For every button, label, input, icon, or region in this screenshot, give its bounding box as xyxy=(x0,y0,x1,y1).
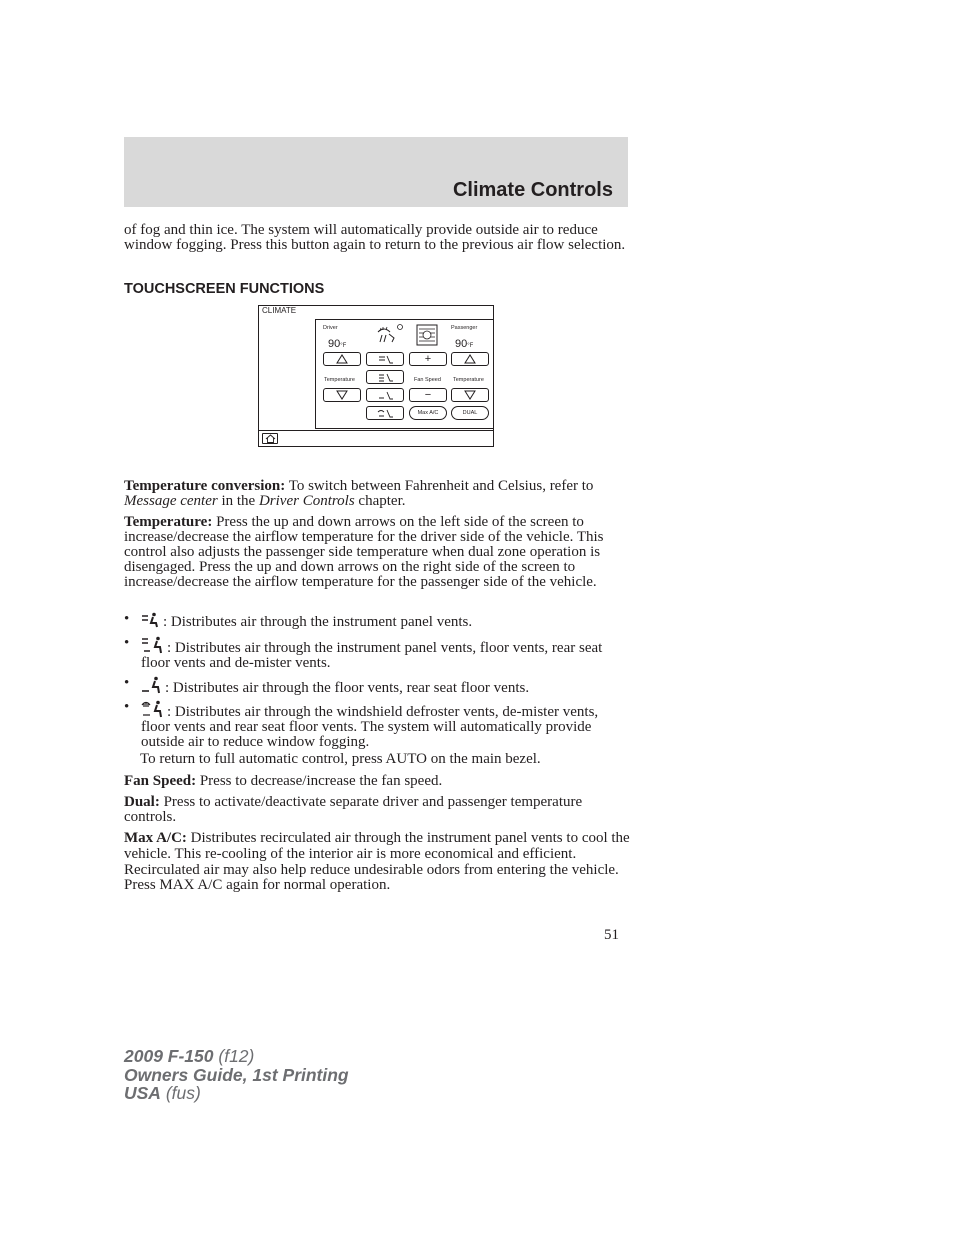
bullet-dot: • xyxy=(124,635,130,651)
temp-conversion-text: To switch between Fahrenheit and Celsius, refer to xyxy=(285,478,594,494)
home-icon xyxy=(265,434,276,443)
up-arrow-icon xyxy=(464,354,476,364)
passenger-temp-readout: 90°F xyxy=(455,338,474,350)
panel-vent-icon xyxy=(375,354,395,365)
footer-market: USA xyxy=(124,1083,161,1103)
max-ac-term: Max A/C: xyxy=(124,830,187,846)
footer-line-3 xyxy=(124,1084,349,1103)
panel-floor-vent-icon xyxy=(141,636,163,654)
floor-mode-button[interactable] xyxy=(366,388,404,402)
footer-code: (f12) xyxy=(213,1046,255,1066)
floor-vent-icon xyxy=(375,390,395,401)
list-item-text: : Distributes air through the instrument panel vents, floor vents, rear seat floor vents and de-mister vents. xyxy=(141,640,603,671)
temp-label-left: Temperature xyxy=(324,377,355,383)
minus-label: − xyxy=(424,389,432,401)
footer-line-2: Owners Guide, 1st Printing xyxy=(124,1064,349,1085)
panel-vent-mode-button[interactable] xyxy=(366,352,404,366)
down-arrow-icon xyxy=(464,390,476,400)
page-number: 51 xyxy=(604,927,619,943)
panel-floor-mode-button[interactable] xyxy=(366,370,404,384)
fan-speed-term: Fan Speed: xyxy=(124,773,197,789)
max-ac-text: Distributes recirculated air through the instrument panel vents to cool the vehicle. This re-cooling of the interior air is more economical and efficient. Recirculated air may also help reduce undesirable odors from entering the vehicle. Press MAX A/C again for normal operation. xyxy=(124,830,630,894)
fan-speed-increase-button[interactable] xyxy=(409,352,447,366)
driver-temp-readout: 90°F xyxy=(328,338,347,350)
driver-label: Driver xyxy=(323,325,338,331)
bullet-dot: • xyxy=(124,699,130,715)
chapter-title: Climate Controls xyxy=(452,179,613,201)
driver-controls-ref: Driver Controls xyxy=(258,493,355,509)
down-arrow-icon xyxy=(336,390,348,400)
driver-temp-down-button[interactable] xyxy=(323,388,361,402)
passenger-temp-up-button[interactable] xyxy=(451,352,489,366)
header-band xyxy=(124,137,628,207)
fan-icon xyxy=(416,324,438,346)
temp-conversion-text-3: chapter. xyxy=(354,493,406,509)
auto-note: To return to full automatic control, press AUTO on the main bezel. xyxy=(140,751,541,767)
list-item-text: : Distributes air through the windshield defroster vents, de-mister vents, floor vents and rear seat floor vents. The system will automatically provide outside air to reduce window fogging. xyxy=(141,704,599,750)
footer-line-1 xyxy=(124,1047,349,1066)
defrost-icon xyxy=(374,322,404,344)
bullet-dot: • xyxy=(124,611,130,627)
screen-bottom-divider xyxy=(259,430,493,431)
footer-market-code: (fus) xyxy=(160,1083,201,1103)
screen-title: CLIMATE xyxy=(262,306,297,315)
temp-conversion-paragraph xyxy=(124,479,630,509)
passenger-label: Passenger xyxy=(451,325,478,331)
footer xyxy=(124,1047,349,1103)
climate-panel xyxy=(315,319,494,429)
up-arrow-icon xyxy=(336,354,348,364)
touchscreen-figure xyxy=(258,305,494,447)
bullet-dot: • xyxy=(124,675,130,691)
max-ac-button[interactable] xyxy=(409,406,447,420)
list-item-text: : Distributes air through the instrument panel vents. xyxy=(163,614,473,630)
dual-paragraph xyxy=(124,795,630,825)
intro-paragraph: of fog and thin ice. The system will automatically provide outside air to reduce window fogging. Press this button again to return to the previous air flow selection. xyxy=(124,222,626,253)
panel-floor-vent-icon xyxy=(375,372,395,383)
temp-conversion-label: Temperature conversion: xyxy=(124,478,286,494)
driver-temp-up-button[interactable] xyxy=(323,352,361,366)
fan-speed-label: Fan Speed xyxy=(414,377,441,383)
dual-label: DUAL xyxy=(462,410,478,416)
temp-label-right: Temperature xyxy=(453,377,484,383)
dual-button[interactable] xyxy=(451,406,489,420)
home-button[interactable] xyxy=(262,433,278,444)
fan-speed-paragraph xyxy=(124,774,630,789)
fan-speed-text: Press to decrease/increase the fan speed. xyxy=(196,773,443,789)
defrost-floor-vent-icon xyxy=(375,408,395,419)
section-heading: TOUCHSCREEN FUNCTIONS xyxy=(124,281,325,297)
plus-label: + xyxy=(424,353,432,365)
passenger-temp-down-button[interactable] xyxy=(451,388,489,402)
temp-conversion-text-2: in the xyxy=(217,493,259,509)
temperature-label: Temperature: xyxy=(124,514,213,530)
temperature-paragraph xyxy=(124,515,630,590)
floor-vent-icon xyxy=(141,676,161,694)
temperature-text: Press the up and down arrows on the left side of the screen to increase/decrease the airflow temperature for the driver side of the vehicle. This control also adjusts the passenger side temperature when dual zone operation is disengaged. Press the up and down arrows on the right side of the screen to increase/decrease the airflow temperature for the passenger side of the vehicle. xyxy=(124,514,604,590)
panel-vent-icon xyxy=(141,612,159,628)
fan-speed-decrease-button[interactable] xyxy=(409,388,447,402)
max-ac-paragraph xyxy=(124,831,630,894)
footer-model: 2009 F-150 xyxy=(124,1046,214,1066)
defrost-floor-vent-icon xyxy=(141,700,163,718)
dual-text: Press to activate/deactivate separate driver and passenger temperature controls. xyxy=(124,794,583,825)
list-item-text: : Distributes air through the floor vents, rear seat floor vents. xyxy=(165,680,530,696)
message-center-ref: Message center xyxy=(124,493,218,509)
max-ac-label: Max A/C xyxy=(417,410,439,416)
dual-term: Dual: xyxy=(124,794,160,810)
defrost-floor-mode-button[interactable] xyxy=(366,406,404,420)
